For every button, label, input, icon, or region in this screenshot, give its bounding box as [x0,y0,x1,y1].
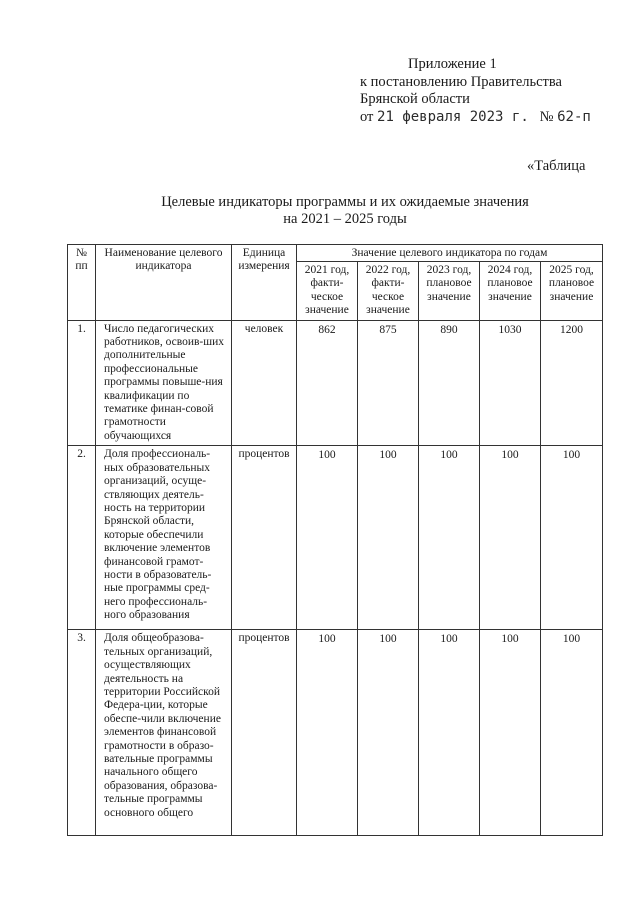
row-indicator-name: Доля профессиональ-ных образовательных организаций, осуще-ствляющих деятель-ность на территории Брянской области, которые обеспечили включение элементов финансовой грамот-ности в образователь-ные программы сред-него профессиональ-ного образования [96,446,232,630]
row-unit: процентов [232,630,297,836]
header-year-2025: 2025 год, плановое значение [541,262,603,321]
row-unit: процентов [232,446,297,630]
table-row [68,630,603,836]
header-name: Наименование целевого индикатора [96,245,232,321]
row-num: 2. [68,446,96,630]
row-value-2023: 100 [419,446,480,630]
row-value-2021: 100 [297,446,358,630]
header-year-2021: 2021 год, факти-ческое значение [297,262,358,321]
header-unit: Единица измерения [232,245,297,321]
table-row [68,446,603,630]
row-value-2021: 100 [297,630,358,836]
title-line-2: на 2021 – 2025 годы [283,211,407,227]
number-label: № [539,108,554,125]
table-row [68,320,603,446]
header-row-1 [68,245,603,262]
appendix-decree: к постановлению Правительства [360,73,562,90]
row-value-2021: 862 [297,320,358,446]
row-value-2025: 100 [541,446,603,630]
title-line-1: Целевые индикаторы программы и их ожидаемые значения [161,194,529,210]
decree-date: 21 февраля 2023 г. [377,108,529,125]
row-indicator-name: Доля общеобразова-тельных организаций, осуществляющих деятельность на территории Российской Федера-ции, которые обеспе-чили включение элементов финансовой грамотности в образо-вательные программы начального общего образования, образова-тельные программы основного общего [96,630,232,836]
header-values-group: Значение целевого индикатора по годам [297,245,603,262]
header-num: № пп [68,245,96,321]
appendix-block [360,56,591,126]
appendix-date-line [360,109,591,127]
row-value-2022: 100 [358,630,419,836]
row-value-2025: 100 [541,630,603,836]
row-value-2023: 890 [419,320,480,446]
appendix-region: Брянской области [360,91,470,107]
row-value-2024: 1030 [480,320,541,446]
row-num: 3. [68,630,96,836]
table-label: «Таблица [527,158,586,174]
header-year-2022: 2022 год, факти-ческое значение [358,262,419,321]
row-indicator-name: Число педагогических работников, освоив-ших дополнительные профессиональные программы повыше-ния квалификации по тематике финан-совой грамотности обучающихся [96,320,232,446]
row-value-2023: 100 [419,630,480,836]
decree-number: 62-п [557,108,591,125]
indicators-table [67,244,603,836]
header-year-2023: 2023 год, плановое значение [419,262,480,321]
header-year-2024: 2024 год, плановое значение [480,262,541,321]
row-value-2022: 875 [358,320,419,446]
row-unit: человек [232,320,297,446]
row-value-2024: 100 [480,446,541,630]
row-value-2025: 1200 [541,320,603,446]
row-value-2022: 100 [358,446,419,630]
appendix-title: Приложение 1 [408,56,497,72]
document-title [0,194,639,228]
date-prefix: от [360,108,374,125]
row-value-2024: 100 [480,630,541,836]
row-num: 1. [68,320,96,446]
